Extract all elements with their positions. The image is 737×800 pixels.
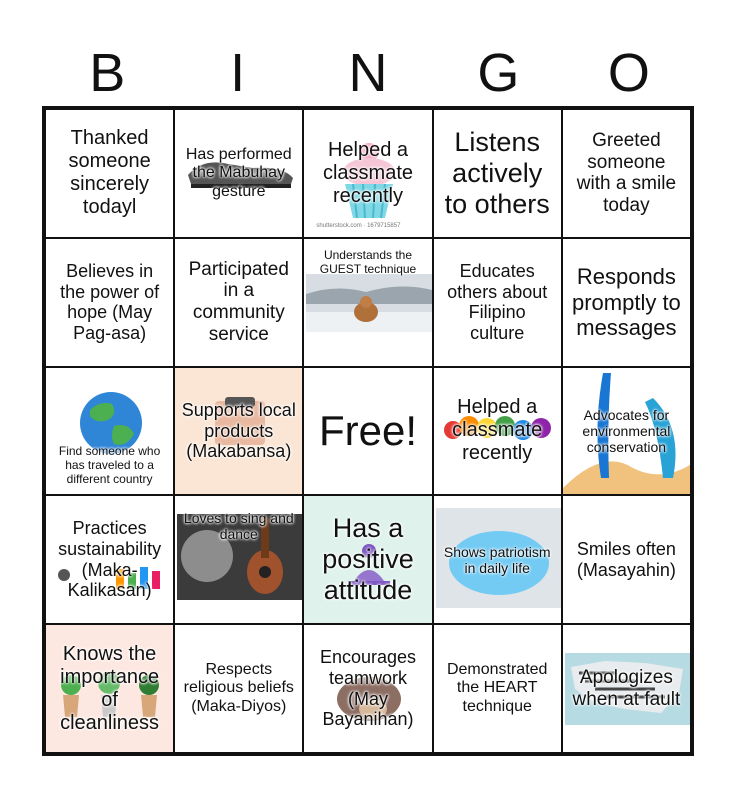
header-letter-n: N [348,43,388,103]
cell-label: Practices sustainability (Maka-Kalikasan) [58,518,162,601]
header-letter-i: I [230,43,246,103]
cell-label: Loves to sing and dance [183,510,294,543]
bingo-cell[interactable] [174,495,303,624]
cell-label: Helped a classmate recently [452,396,543,465]
cell-label: Find someone who has traveled to a different country [58,444,161,486]
watermark-text: shutterstock.com · 1679715857 [316,223,401,229]
cell-label: Demonstrated the HEART technique [446,661,548,715]
header-letter-g: G [477,43,520,103]
cell-label: Listens actively to others [444,126,550,219]
cell-label: Knows the importance of cleanliness [60,642,160,734]
cell-label: Helped a classmate recently [322,138,413,207]
free-label: Free! [318,406,417,454]
cell-label: Thanked someone sincerely todayl [68,127,151,219]
cell-label: Smiles often (Masayahin) [576,539,676,580]
bingo-cell[interactable] [562,109,691,238]
bingo-cell[interactable] [433,238,562,367]
bingo-cell[interactable] [45,238,174,367]
bingo-cell[interactable] [303,624,432,753]
bingo-cell[interactable] [174,109,303,238]
bingo-cell[interactable] [45,495,174,624]
bingo-cell[interactable] [45,109,174,238]
bingo-cell[interactable] [174,238,303,367]
cell-label: Believes in the power of hope (May Pag-asa) [60,260,160,343]
cell-label: Advocates for environmental conservation [582,406,671,456]
cell-label: Encourages teamwork (May Bayanihan) [319,647,417,730]
cell-label: Understands the GUEST technique [319,247,417,276]
cell-label: Respects religious beliefs (Maka-Diyos) [183,661,294,715]
bingo-cell[interactable] [174,367,303,496]
cell-label: Supports local products (Makabansa) [181,399,296,462]
cell-label: Participated in a community service [188,258,289,346]
cell-label: Has performed the Mabuhay gesture [185,145,292,200]
bingo-cell[interactable] [303,238,432,367]
cell-label: Responds promptly to messages [571,264,681,340]
bingo-cell[interactable] [45,624,174,753]
bingo-header [42,40,694,106]
cell-label: Apologizes when at fault [572,666,681,710]
free-space[interactable] [303,367,432,496]
bingo-cell[interactable] [303,495,432,624]
cell-label: Has a positive attitude [322,513,414,606]
header-letter-o: O [607,43,650,103]
bingo-cell[interactable] [562,367,691,496]
cell-label: Educates others about Filipino culture [447,260,548,343]
header-letter-b: B [89,43,126,103]
cell-label: Greeted someone with a smile today [576,129,677,217]
bingo-cell[interactable] [433,495,562,624]
bingo-cell[interactable] [433,624,562,753]
dog-in-snow-image [306,274,432,332]
bingo-cell[interactable] [562,624,691,753]
bingo-cell[interactable] [303,109,432,238]
bingo-grid [42,106,694,756]
cell-label: Shows patriotism in daily life [443,543,551,576]
bingo-cell[interactable] [45,367,174,496]
bingo-cell[interactable] [174,624,303,753]
bingo-cell[interactable] [562,238,691,367]
bingo-cell[interactable] [433,367,562,496]
bingo-cell[interactable] [433,109,562,238]
bingo-cell[interactable] [562,495,691,624]
